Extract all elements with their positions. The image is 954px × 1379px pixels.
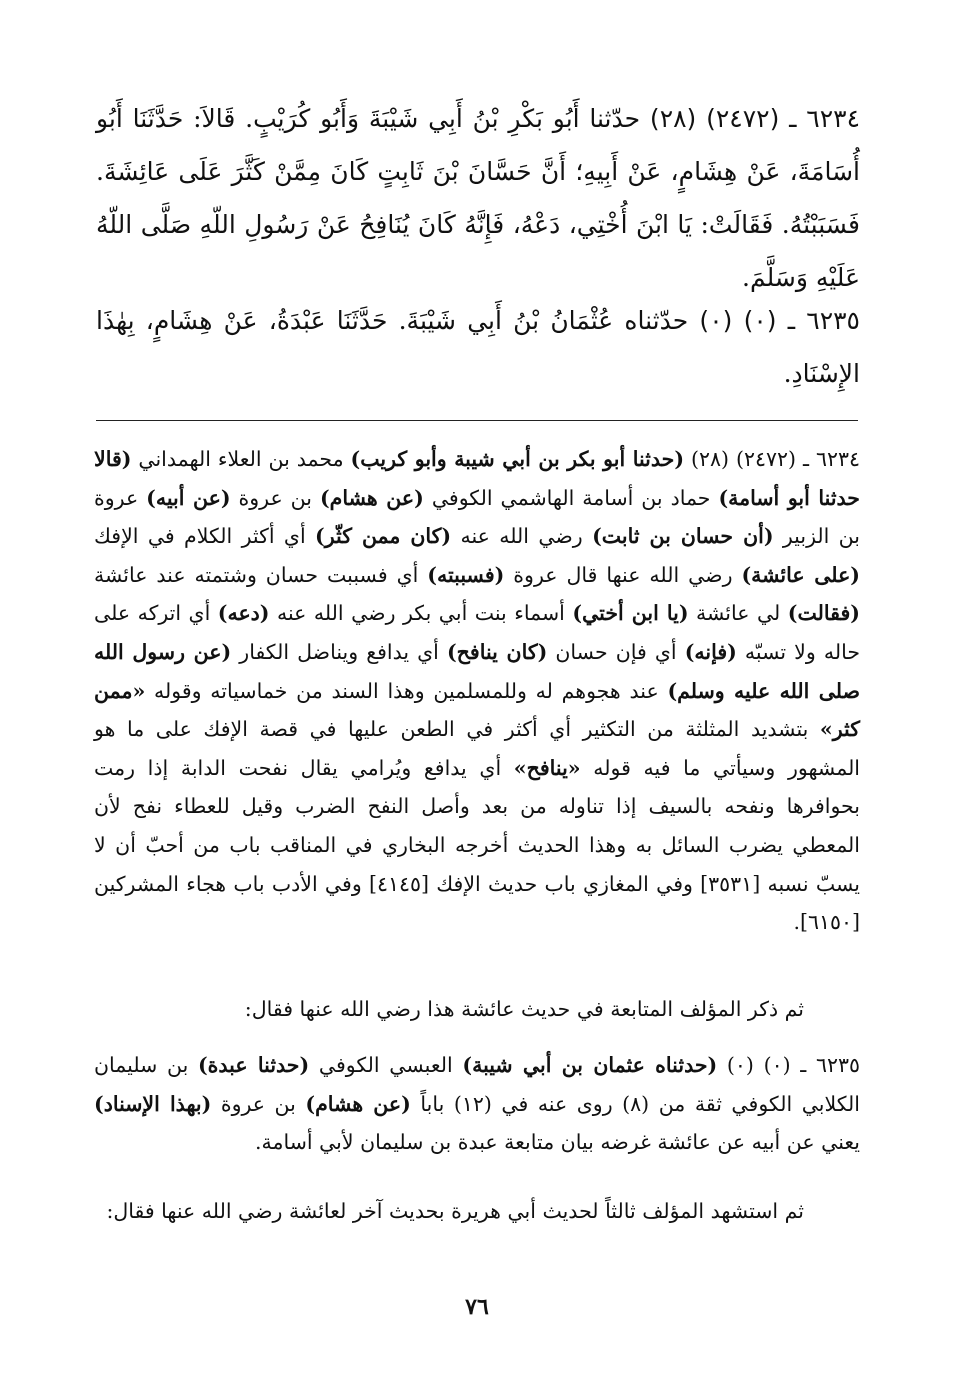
commentary-text: رضي الله عنها قال عروة	[504, 562, 742, 587]
commentary-text: رضي الله عنه	[451, 524, 593, 549]
quoted-matn-fragment: (عن رسول الله صلى الله عليه وسلم)	[94, 639, 860, 703]
quoted-matn-fragment: (حدثنا أبو بكر بن أبي شيبة وأبو كريب)	[350, 447, 685, 471]
hadith-number: ٦٢٣٤ ـ (٢٤٧٢) (٢٨)	[649, 104, 860, 133]
commentary-text: محمد بن العلاء الهمداني	[131, 447, 351, 471]
quoted-matn-fragment: (أن حسان بن ثابت)	[592, 524, 774, 549]
quoted-matn-fragment: (حدثنا عبدة)	[197, 1053, 310, 1077]
commentary-text: بتشديد المثلثة من التكثير أي أكثر في الطعن عليها في قصة الإفك على ما هو المشهور وسيأتي ما فيه قوله	[94, 717, 861, 780]
commentary-text: لي عائشة	[688, 601, 788, 626]
quoted-matn-fragment: «ينافح»	[513, 755, 581, 780]
quoted-matn-fragment: (بهذا الإسناد)	[94, 1091, 212, 1116]
hadith-text: حدّثنا أَبُو بَكْرِ بْنُ أَبِي شَيْبَةَ وَأَبُو كُرَيْبٍ. قَالاَ: حَدَّثَنَا أَبُو أُسَامَةَ، عَنْ هِشَامٍ، عَنْ أَبِيهِ؛ أَنَّ حَسَّانَ بْنَ ثَابِتٍ كَانَ مِمَّنْ كَثَّرَ عَلَى عَائِشَةَ. فَسَبَبْتُهُ. فَقَالَتْ: يَا ابْنَ أُخْتِي، دَعْهُ، فَإِنَّهُ كَانَ يُنَافِحُ عَنْ رَسُولِ اللّهِ صَلَّى اللّهُ عَلَيْهِ وَسَلَّمَ.	[96, 104, 860, 292]
quoted-matn-fragment: (قالا حدثنا أبو أسامة)	[94, 447, 860, 510]
commentary-text: أي يدافع ويناضل الكفار	[231, 639, 447, 664]
quoted-matn-fragment: (عن هشام)	[305, 1091, 411, 1116]
commentary-text: أي اتركه على حاله ولا تسبّه	[94, 601, 860, 664]
commentary-text: أي فسببت حسان وشتمته عند عائشة	[94, 562, 428, 587]
commentary-text: أسماء بنت أبي بكر رضي الله عنه	[269, 601, 573, 626]
commentary-text: بن عروة	[230, 485, 320, 510]
quoted-matn-fragment: (فقالت)	[787, 601, 860, 626]
quoted-matn-fragment: (كان ينافح)	[446, 639, 548, 664]
commentary-text: عروة بن الزبير	[94, 485, 860, 549]
hadith-text: حدّثناه عُثْمَانُ بْنُ أَبِي شَيْبَةَ. حَدَّثَنَا عَبْدَةُ، عَنْ هِشَامٍ، بِهٰذَا الإِسْنَادِ.	[96, 306, 860, 388]
quoted-matn-fragment: (فسببته)	[427, 562, 505, 587]
commentary-text: ٦٢٣٥ ـ (٠) (٠)	[717, 1053, 861, 1077]
commentary-text: أي فإن حسان	[547, 639, 685, 664]
quoted-matn-fragment: (على عائشة)	[741, 562, 860, 587]
commentary-text: بن سليمان الكلابي الكوفي ثقة من (٨) روى عنه في (١٢) باباً	[94, 1053, 860, 1116]
commentary-text: ٦٢٣٤ ـ (٢٤٧٢) (٢٨)	[684, 447, 860, 471]
footnote-divider	[96, 420, 858, 421]
commentary-6234	[94, 440, 860, 942]
commentary-text: حماد بن أسامة الهاشمي الكوفي	[423, 485, 719, 510]
commentary-note-witness: ثم استشهد المؤلف ثالثاً لحديث أبي هريرة بحديث آخر لعائشة رضي الله عنها فقال:	[106, 1199, 804, 1223]
commentary-note-follow-up: ثم ذكر المؤلف المتابعة في حديث عائشة هذا رضي الله عنها فقال:	[244, 997, 804, 1021]
quoted-matn-fragment: (يا ابن أختي)	[572, 601, 689, 626]
commentary-6235	[94, 1046, 860, 1162]
hadith-number: ٦٢٣٥ ـ (٠) (٠)	[699, 306, 860, 335]
commentary-text: يعني عن أبيه عن عائشة غرضه بيان متابعة عبدة بن سليمان لأبي أسامة.	[254, 1130, 860, 1155]
quoted-matn-fragment: (فإنه)	[684, 639, 737, 664]
commentary-text: أي يدافع ويُرامي يقال نفحت الدابة إذا رمت بحوافرها ونفحه بالسيف إذا تناوله من بعد وأصل النفح الضرب وقيل للعطاء نفح لأن المعطي يضرب السائل به وهذا الحديث أخرجه البخاري في المناقب باب من أحبّ أن لا يسبّ نسبه [٣٥٣١] وفي المغازي باب حديث الإفك [٤١٤٥] وفي الأدب باب هجاء المشركين [٦١٥٠].	[94, 755, 860, 935]
page-number: ٧٦	[465, 1294, 489, 1320]
quoted-matn-fragment: (كان ممن كثّر)	[315, 524, 452, 549]
quoted-matn-fragment: (حدثناه عثمان بن أبي شيبة)	[462, 1053, 718, 1077]
commentary-text: العبسي الكوفي	[309, 1053, 463, 1077]
commentary-text: أي أكثر الكلام في الإفك	[94, 524, 316, 549]
quoted-matn-fragment: (عن أبيه)	[146, 485, 231, 510]
quoted-matn-fragment: (عن هشام)	[319, 485, 424, 510]
commentary-text: عند هجوهم له وللمسلمين وهذا السند من خماسياته وقوله	[145, 678, 668, 703]
quoted-matn-fragment: «ممن كثر»	[94, 678, 860, 742]
commentary-text: بن عروة	[211, 1091, 306, 1116]
hadith-6234	[96, 92, 860, 304]
quoted-matn-fragment: (دعه)	[217, 601, 270, 626]
hadith-6235	[96, 294, 860, 400]
